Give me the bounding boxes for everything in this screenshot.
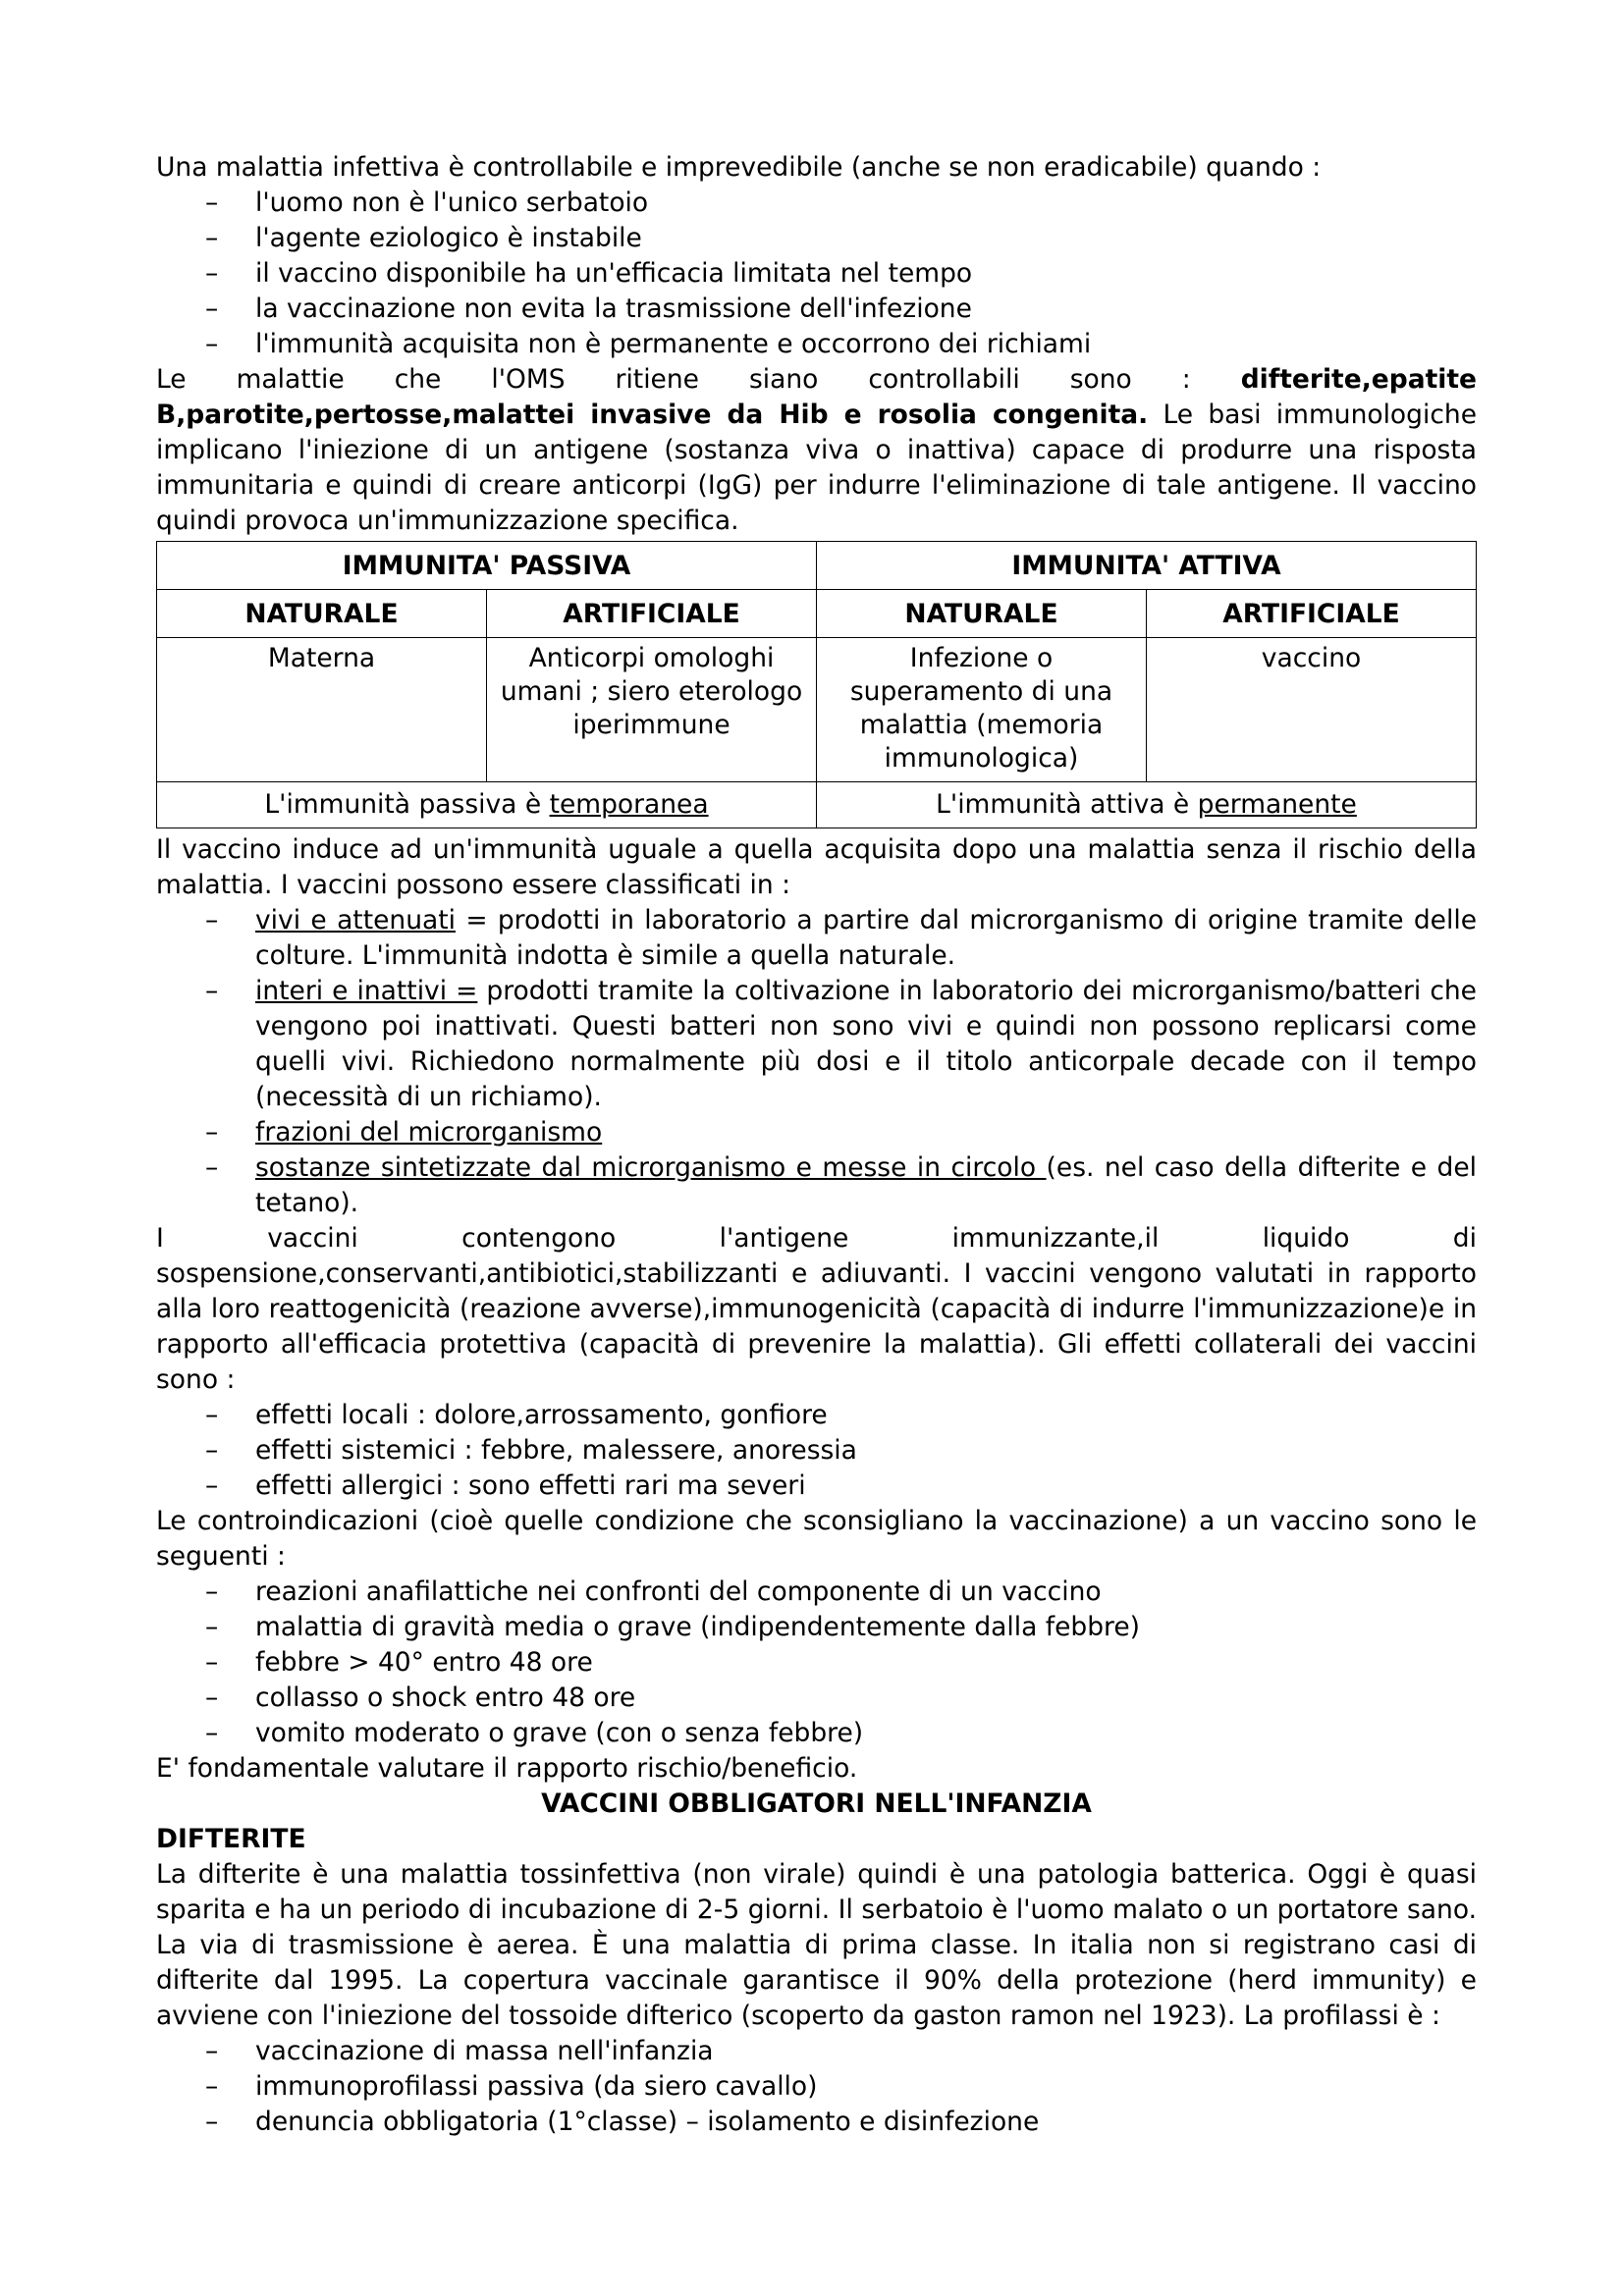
table-subheader-row	[157, 590, 1477, 638]
list-item: – la vaccinazione non evita la trasmissione dell'infezione	[156, 292, 1477, 327]
vaccine-types-lead: Il vaccino induce ad un'immunità uguale a quella acquisita dopo una malattia senza il rischio della malattia. I vaccini possono essere classificati in :	[156, 834, 1477, 900]
dash-bullet: –	[205, 2107, 219, 2137]
list-item: – vivi e attenuati = prodotti in laboratorio a partire dal microrganismo di origine tramite delle colture. L'immunità indotta è simile a quella naturale.	[205, 905, 1477, 971]
dash-bullet: –	[205, 223, 219, 253]
table-row	[157, 638, 1477, 782]
passive-footer: L'immunità passiva è temporanea	[157, 782, 817, 828]
side-effects-list	[156, 1398, 1477, 1504]
oms-paragraph: Le malattie che l'OMS ritiene siano controllabili sono : difterite,epatite B,parotite,pertosse,malattei invasive da Hib e rosolia congenita. Le basi immunologiche implicano l'iniezione di un antigene (sostanza viva o inattiva) capace di produrre una risposta immunitaria e quindi di creare anticorpi (IgG) per indurre l'eliminazione di tale antigene. Il vaccino quindi provoca un'immunizzazione specifica.	[156, 364, 1478, 536]
dash-bullet: –	[205, 329, 219, 359]
list-item: – denuncia obbligatoria (1°classe) – isolamento e disinfezione	[156, 2105, 1477, 2140]
immunity-table	[156, 541, 1477, 828]
active-footer: L'immunità attiva è permanente	[817, 782, 1477, 828]
dash-bullet: –	[205, 1470, 219, 1501]
contraindications-lead: Le controindicazioni (cioè quelle condizione che sconsigliano la vaccinazione) a un vaccino sono le seguenti :	[156, 1506, 1477, 1572]
table-subheader: NATURALE	[157, 590, 487, 638]
list-item: – immunoprofilassi passiva (da siero cavallo)	[156, 2069, 1477, 2105]
list-item: – l'immunità acquisita non è permanente e occorrono dei richiami	[156, 327, 1477, 362]
document-page	[156, 150, 1477, 2140]
dash-bullet: –	[205, 187, 219, 218]
dash-bullet: –	[205, 1576, 219, 1607]
list-item: – vaccinazione di massa nell'infanzia	[156, 2034, 1477, 2069]
composition-paragraph: I vaccini contengono l'antigene immunizzante,il liquido di sospensione,conservanti,antibiotici,stabilizzanti e adiuvanti. I vaccini vengono valutati in rapporto alla loro reattogenicità (reazione avverse),immunogenicità (capacità di indurre l'immunizzazione)e in rapporto all'efficacia protettiva (capacità di prevenire la malattia). Gli effetti collaterali dei vaccini sono :	[156, 1223, 1477, 1395]
dash-bullet: –	[205, 1435, 219, 1466]
list-item: – effetti locali : dolore,arrossamento, gonfiore	[156, 1398, 1477, 1433]
vaccine-types-list	[156, 903, 1477, 1221]
list-item: – collasso o shock entro 48 ore	[156, 1681, 1477, 1716]
list-item: – frazioni del microrganismo	[156, 1115, 1477, 1150]
contraindications-list	[156, 1575, 1477, 1751]
dash-bullet: –	[205, 1152, 219, 1183]
dash-bullet: –	[205, 258, 219, 289]
list-item: – l'agente eziologico è instabile	[156, 221, 1477, 256]
dash-bullet: –	[205, 1612, 219, 1642]
table-cell: Anticorpi omologhi umani ; siero eterologo iperimmune	[487, 638, 817, 782]
risk-benefit-note: E' fondamentale valutare il rapporto rischio/beneficio.	[156, 1753, 858, 1784]
table-header-row	[157, 542, 1477, 590]
list-item: – effetti sistemici : febbre, malessere, anoressia	[156, 1433, 1477, 1468]
list-item: – sostanze sintetizzate dal microrganismo e messe in circolo (es. nel caso della difterite e del tetano).	[205, 1152, 1478, 1218]
table-subheader: NATURALE	[817, 590, 1147, 638]
list-item: – effetti allergici : sono effetti rari ma severi	[156, 1468, 1477, 1504]
table-cell: vaccino	[1147, 638, 1477, 782]
dash-bullet: –	[205, 976, 219, 1006]
list-item: – febbre > 40° entro 48 ore	[156, 1645, 1477, 1681]
list-item: – reazioni anafilattiche nei confronti del componente di un vaccino	[156, 1575, 1477, 1610]
list-item: – il vaccino disponibile ha un'efficacia limitata nel tempo	[156, 256, 1477, 292]
intro-list	[156, 186, 1477, 362]
table-cell: Infezione o superamento di una malattia (memoria immunologica)	[817, 638, 1147, 782]
list-item: – vomito moderato o grave (con o senza febbre)	[156, 1716, 1477, 1751]
dash-bullet: –	[205, 1647, 219, 1678]
table-cell: Materna	[157, 638, 487, 782]
list-item: – l'uomo non è l'unico serbatoio	[156, 186, 1477, 221]
section-title: VACCINI OBBLIGATORI NELL'INFANZIA	[541, 1789, 1092, 1819]
table-subheader: ARTIFICIALE	[487, 590, 817, 638]
table-subheader: ARTIFICIALE	[1147, 590, 1477, 638]
oms-diseases: difterite,epatite B,parotite,pertosse,malattei invasive da Hib e rosolia congenita.	[156, 364, 1477, 430]
list-item: – interi e inattivi = prodotti tramite la coltivazione in laboratorio dei microrganismo/batteri che vengono poi inattivati. Questi batteri non sono vivi e quindi non possono replicarsi come quelli vivi. Richiedono normalmente più dosi e il titolo anticorpale decade con il tempo (necessità di un richiamo).	[205, 976, 1477, 1112]
difterite-paragraph: La difterite è una malattia tossinfettiva (non virale) quindi è una patologia batterica. Oggi è quasi sparita e ha un periodo di incubazione di 2-5 giorni. Il serbatoio è l'uomo malato o un portatore sano. La via di trasmissione è aerea. È una malattia di prima classe. In italia non si registrano casi di difterite dal 1995. La copertura vaccinale garantisce il 90% della protezione (herd immunity) e avviene con l'iniezione del tossoide difterico (scoperto da gaston ramon nel 1923). La profilassi è :	[156, 1859, 1477, 2031]
dash-bullet: –	[205, 1718, 219, 1748]
dash-bullet: –	[205, 2036, 219, 2066]
active-immunity-header: IMMUNITA' ATTIVA	[817, 542, 1477, 590]
dash-bullet: –	[205, 905, 219, 935]
difterite-heading: DIFTERITE	[156, 1824, 306, 1854]
dash-bullet: –	[205, 294, 219, 324]
list-item: – malattia di gravità media o grave (indipendentemente dalla febbre)	[156, 1610, 1477, 1645]
profilassi-list	[156, 2034, 1477, 2140]
dash-bullet: –	[205, 1400, 219, 1430]
dash-bullet: –	[205, 1682, 219, 1713]
passive-immunity-header: IMMUNITA' PASSIVA	[157, 542, 817, 590]
dash-bullet: –	[205, 1117, 219, 1148]
intro-lead: Una malattia infettiva è controllabile e imprevedibile (anche se non eradicabile) quando :	[156, 152, 1322, 183]
dash-bullet: –	[205, 2071, 219, 2102]
table-footer-row	[157, 782, 1477, 828]
